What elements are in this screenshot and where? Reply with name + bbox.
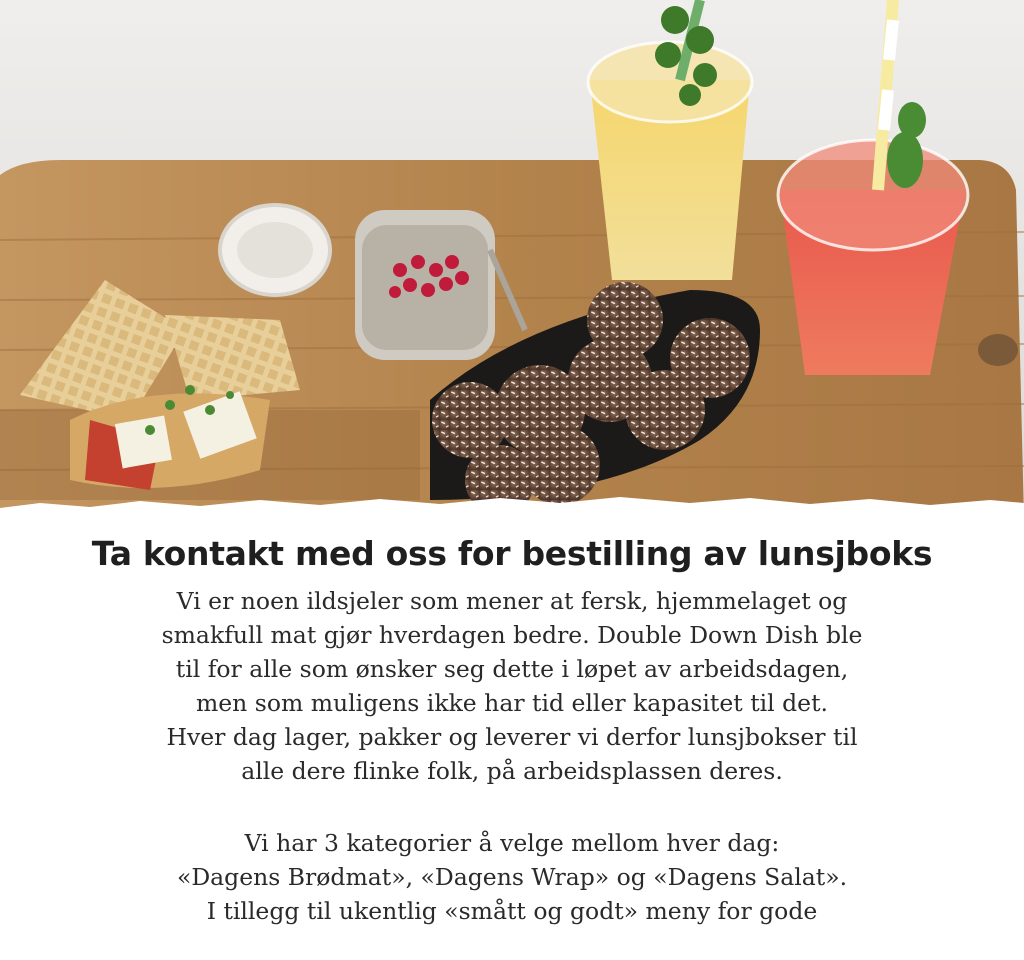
contact-section bbox=[0, 520, 1024, 960]
intro-line: alle dere flinke folk, på arbeidsplassen deres. bbox=[241, 757, 783, 785]
intro-paragraph bbox=[62, 584, 962, 788]
intro-line: smakfull mat gjør hverdagen bedre. Double Down Dish ble bbox=[161, 621, 863, 649]
categories-line: Vi har 3 kategorier å velge mellom hver dag: bbox=[244, 829, 780, 857]
intro-line: men som muligens ikke har tid eller kapasitet til det. bbox=[195, 689, 829, 717]
categories-paragraph bbox=[62, 826, 962, 928]
categories-line: «Dagens Brødmat», «Dagens Wrap» og «Dagens Salat». bbox=[176, 863, 848, 891]
categories-line: I tillegg til ukentlig «smått og godt» meny for gode bbox=[206, 897, 818, 925]
page-title: Ta kontakt med oss for bestilling av lunsjboks bbox=[91, 534, 933, 573]
board-handle-hole bbox=[978, 334, 1018, 366]
intro-line: Vi er noen ildsjeler som mener at fersk, hjemmelaget og bbox=[176, 587, 848, 615]
intro-line: Hver dag lager, pakker og leverer vi derfor lunsjbokser til bbox=[166, 723, 858, 751]
intro-line: til for alle som ønsker seg dette i løpet av arbeidsdagen, bbox=[175, 655, 849, 683]
